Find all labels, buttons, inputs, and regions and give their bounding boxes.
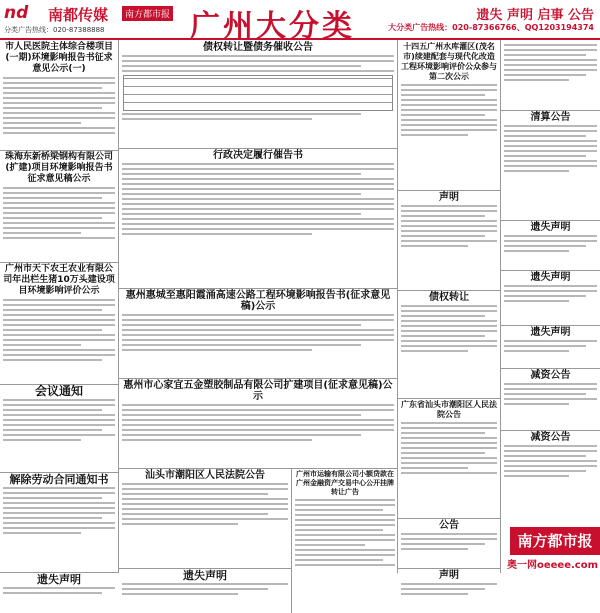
notice-title: 债权转让暨债务催收公告 bbox=[203, 42, 313, 53]
notice bbox=[119, 148, 397, 289]
notice bbox=[398, 398, 500, 519]
notice-body-placeholder bbox=[3, 299, 115, 361]
notice-title: 债权转让 bbox=[429, 292, 469, 303]
notice-title: 遗失声明 bbox=[37, 573, 81, 586]
notice-body-placeholder bbox=[122, 483, 288, 525]
notice bbox=[501, 270, 600, 326]
site-url[interactable]: 奥一网oeeee.com bbox=[506, 560, 598, 571]
notice bbox=[398, 518, 500, 569]
notice-title: 声明 bbox=[439, 192, 459, 203]
notice bbox=[501, 368, 600, 431]
notice-title: 惠州惠城至惠阳霞涌高速公路工程环境影响报告书(征求意见稿)公示 bbox=[125, 290, 391, 312]
notice bbox=[119, 378, 397, 469]
brand-logo: 南方都市报 bbox=[510, 527, 600, 555]
notice-title: 广州市天下农王农业有限公司年出栏生猪10万头建设项目环境影响评价公示 bbox=[3, 264, 115, 296]
notice-body-placeholder bbox=[504, 285, 597, 302]
notice-title: 遗失声明 bbox=[530, 222, 571, 233]
column-2 bbox=[119, 40, 398, 582]
notice-body-placeholder bbox=[122, 314, 394, 351]
notice-body-placeholder bbox=[401, 84, 497, 136]
notice-title: 声明 bbox=[439, 570, 459, 581]
notice-title: 市人民医院主体综合楼项目(一期)环境影响报告书征求意见公示(一) bbox=[4, 42, 113, 74]
notice-body-placeholder bbox=[122, 163, 394, 235]
notice-title: 遗失声明 bbox=[530, 327, 571, 338]
notice bbox=[119, 40, 397, 149]
notice-body-placeholder bbox=[401, 422, 497, 474]
masthead bbox=[0, 0, 600, 44]
notice-body-placeholder bbox=[122, 113, 394, 120]
notice-body-placeholder bbox=[401, 583, 497, 595]
column-3 bbox=[398, 40, 501, 581]
notice-title: 十四五广州水库灌区(茂名市)续建配套与现代化改造工程环境影响评价公众参与第二次公示 bbox=[401, 42, 497, 81]
notice-body-placeholder bbox=[3, 187, 115, 239]
notice bbox=[0, 472, 118, 573]
notice-title: 汕头市潮阳区人民法院公告 bbox=[145, 470, 265, 481]
notice bbox=[501, 220, 600, 271]
header-hotline: 大分类广告热线：020-87366766、QQ1203194374 bbox=[388, 23, 594, 32]
notice-title: 广东省汕头市潮阳区人民法院公告 bbox=[401, 400, 497, 419]
notice-title: 遗失声明 bbox=[183, 569, 227, 582]
notice bbox=[0, 150, 118, 263]
creditor-table bbox=[123, 75, 393, 111]
notice bbox=[0, 384, 118, 473]
notice-body-placeholder bbox=[122, 55, 394, 72]
notice-title: 会议通知 bbox=[34, 384, 83, 398]
notice-title: 减资公告 bbox=[530, 370, 571, 381]
notice bbox=[0, 262, 118, 385]
notice bbox=[398, 290, 500, 399]
notice-body-placeholder bbox=[401, 305, 497, 352]
column-4 bbox=[501, 40, 600, 573]
notice bbox=[398, 190, 500, 291]
notice bbox=[0, 572, 118, 613]
notice bbox=[501, 325, 600, 369]
notice bbox=[398, 568, 500, 613]
notice-body-placeholder bbox=[3, 587, 115, 594]
notice bbox=[291, 468, 398, 613]
notice-body-placeholder bbox=[401, 533, 497, 550]
notice-title: 广州市运输有限公司小额贷款在广州金融资产交易中心公开挂牌转让广告 bbox=[296, 470, 394, 496]
notice-title: 减资公告 bbox=[530, 432, 571, 443]
notice-title: 清算公告 bbox=[530, 112, 571, 123]
page-title: 广州大分类 bbox=[190, 9, 355, 44]
notice-title: 珠海东新桥梁钢构有限公司(扩建)项目环境影响报告书征求意见稿公示 bbox=[4, 152, 113, 184]
notice bbox=[398, 40, 500, 191]
notice-body-placeholder bbox=[504, 44, 597, 81]
notice-body-placeholder bbox=[3, 399, 115, 441]
notice bbox=[501, 430, 600, 520]
notice-title: 惠州市心家宜五金塑胶制品有限公司扩建项目(征求意见稿)公示 bbox=[123, 380, 393, 402]
notice-title: 遗失声明 bbox=[530, 272, 571, 283]
nd-logo: nd bbox=[4, 3, 29, 23]
header-categories: 遗失 声明 启事 公告 bbox=[476, 8, 594, 23]
notice-body-placeholder bbox=[504, 125, 597, 172]
notice-body-placeholder bbox=[504, 235, 597, 252]
notice bbox=[501, 40, 600, 111]
notice-body-placeholder bbox=[295, 499, 395, 566]
notice bbox=[0, 40, 118, 151]
notice bbox=[119, 468, 291, 569]
logo-name: 南都传媒 bbox=[48, 6, 109, 24]
notice-body-placeholder bbox=[122, 404, 394, 441]
notice bbox=[119, 288, 397, 379]
notice bbox=[501, 110, 600, 221]
notice-body-placeholder bbox=[504, 340, 597, 352]
notice-body-placeholder bbox=[3, 487, 115, 534]
notice-body-placeholder bbox=[3, 77, 115, 134]
notice-body-placeholder bbox=[401, 205, 497, 247]
notice-title: 解除劳动合同通知书 bbox=[9, 473, 109, 486]
notice-title: 行政决定履行催告书 bbox=[213, 150, 303, 161]
notice-title: 公告 bbox=[439, 520, 459, 531]
notice-body-placeholder bbox=[504, 445, 597, 477]
notice-body-placeholder bbox=[504, 383, 597, 405]
column-1 bbox=[0, 40, 119, 586]
logo-badge: 南方都市报 bbox=[122, 6, 173, 21]
notice-body-placeholder bbox=[122, 583, 288, 595]
notice bbox=[119, 568, 291, 613]
logo-hotline: 分类广告热线：020-87388888 bbox=[4, 26, 105, 34]
